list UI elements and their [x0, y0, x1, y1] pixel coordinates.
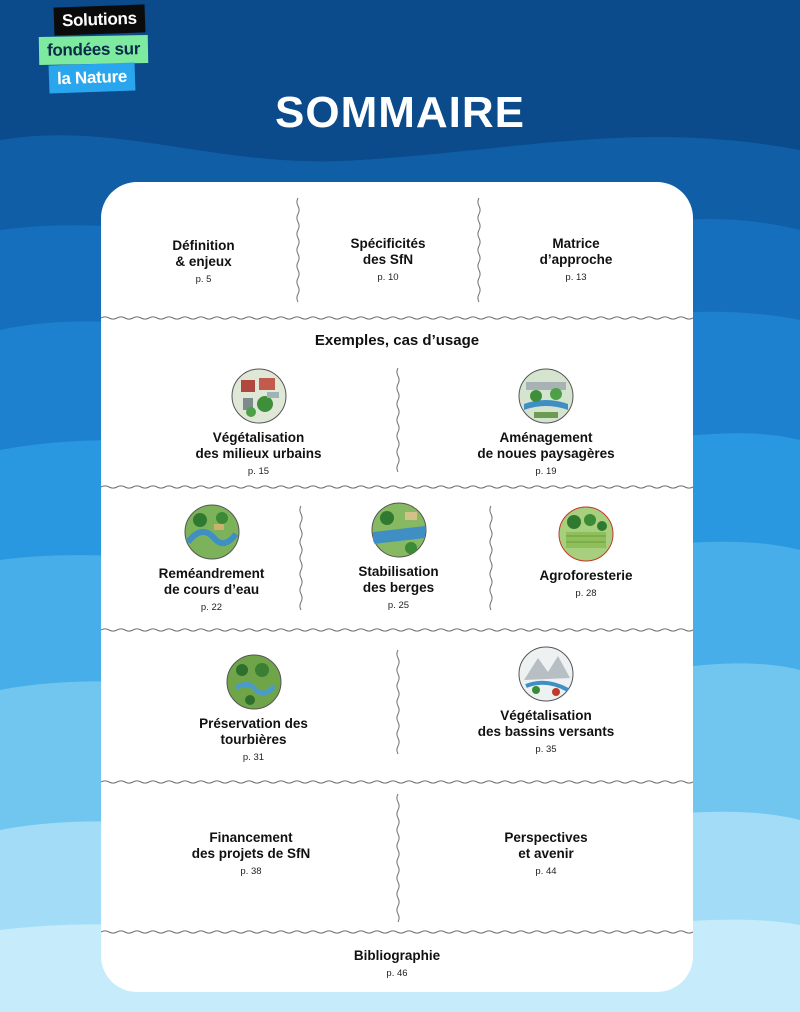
toc-item-matrice[interactable]: [481, 236, 671, 283]
page-title: SOMMAIRE: [275, 88, 525, 137]
page-number: p. 19: [535, 466, 557, 477]
toc-item-reameandrement[interactable]: [109, 504, 314, 613]
page-number: p. 46: [386, 968, 408, 979]
vertical-separator: [397, 794, 399, 922]
page-number: p. 38: [240, 866, 262, 877]
vertical-separator: [478, 198, 480, 302]
page-number: p. 31: [242, 752, 265, 763]
logo-line-1: Solutions: [54, 4, 146, 35]
toc-item-label: Reméandrement: [158, 566, 265, 581]
toc-item-label: Végétalisation: [500, 708, 592, 723]
toc-item-label: Préservation des: [199, 716, 308, 731]
horizontal-separator: [101, 931, 693, 933]
toc-item-label: des berges: [362, 580, 435, 595]
page-number: p. 25: [387, 600, 410, 611]
toc-item-label: de cours d’eau: [163, 582, 260, 597]
horizontal-separator: [101, 486, 693, 488]
table-of-contents-card: [101, 182, 693, 992]
page-number: p. 22: [200, 602, 223, 613]
toc-item-label: & enjeux: [175, 254, 232, 269]
toc-item-noues-paysageres[interactable]: [426, 368, 666, 477]
vertical-separator: [397, 650, 399, 754]
page-number: p. 10: [377, 272, 399, 283]
watershed-illustration-icon: [518, 646, 574, 702]
page-number: p. 44: [535, 866, 557, 877]
toc-item-label: Matrice: [552, 236, 600, 251]
vertical-separator: [397, 368, 399, 472]
toc-item-stabilisation-berges[interactable]: [306, 502, 491, 611]
section-heading-examples: Exemples, cas d’usage: [314, 332, 480, 349]
toc-item-label: des milieux urbains: [195, 446, 322, 461]
toc-item-label: Bibliographie: [353, 948, 441, 963]
toc-item-label: des SfN: [362, 252, 414, 267]
agroforestry-illustration-icon: [558, 506, 614, 562]
toc-item-label: Stabilisation: [358, 564, 439, 579]
toc-item-label: de noues paysagères: [477, 446, 615, 461]
toc-item-agroforesterie[interactable]: [491, 506, 681, 599]
toc-item-label: Spécificités: [350, 236, 426, 251]
toc-item-label: tourbières: [220, 732, 287, 747]
toc-item-label: Perspectives: [504, 830, 588, 845]
toc-item-label: Définition: [172, 238, 235, 253]
toc-item-financement[interactable]: [136, 830, 366, 877]
page-number: p. 5: [195, 274, 212, 285]
toc-item-label: Financement: [209, 830, 293, 845]
toc-item-label: Agroforesterie: [539, 568, 633, 583]
toc-item-label: des projets de SfN: [191, 846, 311, 861]
toc-item-bibliographie[interactable]: [101, 948, 693, 979]
logo-line-3: la Nature: [49, 63, 136, 94]
horizontal-separator: [101, 781, 693, 783]
toc-item-label: Végétalisation: [212, 430, 305, 445]
page-number: p. 13: [565, 272, 587, 283]
toc-item-label: et avenir: [518, 846, 574, 861]
toc-item-label: des bassins versants: [477, 724, 615, 739]
swale-illustration-icon: [518, 368, 574, 424]
toc-item-label: Aménagement: [499, 430, 593, 445]
page-number: p. 35: [535, 744, 557, 755]
toc-item-vegetalisation-urbaine[interactable]: [141, 368, 376, 477]
logo-line-2: fondées sur: [39, 35, 149, 65]
toc-item-perspectives[interactable]: [426, 830, 666, 877]
toc-item-definition[interactable]: [111, 238, 296, 285]
peatland-illustration-icon: [226, 654, 282, 710]
toc-item-tourbieres[interactable]: [141, 654, 366, 763]
river-meander-illustration-icon: [184, 504, 240, 560]
horizontal-separator: [101, 317, 693, 319]
riverbank-illustration-icon: [371, 502, 427, 558]
page-number: p. 15: [247, 466, 270, 477]
horizontal-separator: [101, 629, 693, 631]
page-number: p. 28: [575, 588, 597, 599]
toc-item-specificites[interactable]: [298, 236, 478, 283]
urban-greening-illustration-icon: [231, 368, 287, 424]
toc-item-bassins-versants[interactable]: [426, 646, 666, 755]
toc-item-label: d’approche: [539, 252, 613, 267]
